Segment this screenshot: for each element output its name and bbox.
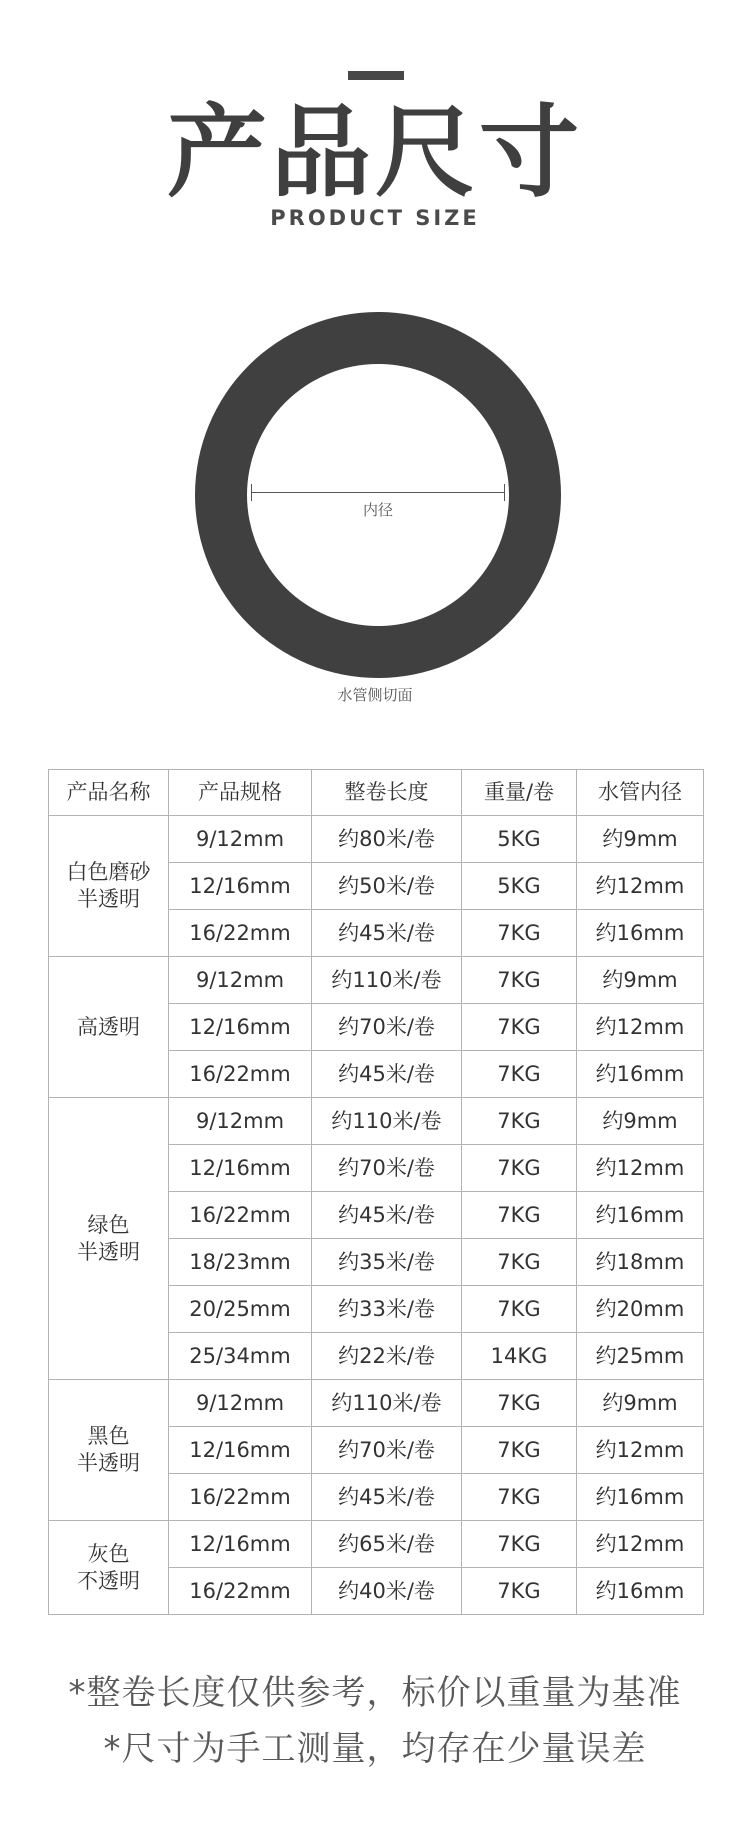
product-name-cell <box>49 957 169 1098</box>
header-inner-diameter: 水管内径 <box>577 770 704 816</box>
title-dash-decoration <box>348 71 404 80</box>
weight-cell: 7KG <box>462 1145 577 1192</box>
weight-cell: 7KG <box>462 1286 577 1333</box>
header-product-spec: 产品规格 <box>169 770 312 816</box>
product-name-line: 半透明 <box>77 1451 140 1475</box>
length-cell: 约110米/卷 <box>312 1098 462 1145</box>
spec-cell: 12/16mm <box>169 1004 312 1051</box>
length-cell: 约40米/卷 <box>312 1568 462 1615</box>
product-name-line: 灰色 <box>87 1541 130 1566</box>
table-body <box>49 816 704 1615</box>
product-name-cell <box>49 1098 169 1380</box>
weight-cell: 7KG <box>462 1474 577 1521</box>
table-row <box>49 1521 704 1568</box>
note-length-reference: *整卷长度仅供参考，标价以重量为基准 <box>68 1673 682 1713</box>
weight-cell: 7KG <box>462 1239 577 1286</box>
product-name-line: 半透明 <box>77 887 140 911</box>
inner-diameter-cell: 约16mm <box>577 1192 704 1239</box>
pipe-cross-section-diagram <box>195 312 561 678</box>
weight-cell: 5KG <box>462 863 577 910</box>
weight-cell: 7KG <box>462 1568 577 1615</box>
spec-cell: 16/22mm <box>169 1192 312 1239</box>
note-measurement-error: *尺寸为手工测量，均存在少量误差 <box>103 1729 647 1769</box>
page-title: 产品尺寸 <box>167 94 583 211</box>
spec-cell: 9/12mm <box>169 957 312 1004</box>
spec-cell: 18/23mm <box>169 1239 312 1286</box>
product-name-line: 不透明 <box>77 1568 140 1593</box>
inner-diameter-cell: 约9mm <box>577 1380 704 1427</box>
inner-diameter-cell: 约16mm <box>577 1051 704 1098</box>
product-name-line: 高透明 <box>77 1014 140 1039</box>
inner-diameter-cell: 约12mm <box>577 1521 704 1568</box>
product-name-line: 绿色 <box>87 1212 130 1237</box>
length-cell: 约45米/卷 <box>312 1192 462 1239</box>
weight-cell: 7KG <box>462 1192 577 1239</box>
pipe-bore <box>247 364 509 626</box>
length-cell: 约45米/卷 <box>312 1474 462 1521</box>
inner-diameter-cell: 约9mm <box>577 957 704 1004</box>
header-roll-length: 整卷长度 <box>312 770 462 816</box>
weight-cell: 7KG <box>462 910 577 957</box>
length-cell: 约110米/卷 <box>312 957 462 1004</box>
inner-diameter-cell: 约16mm <box>577 1474 704 1521</box>
spec-cell: 12/16mm <box>169 1521 312 1568</box>
inner-diameter-cell: 约16mm <box>577 1568 704 1615</box>
spec-cell: 9/12mm <box>169 1380 312 1427</box>
length-cell: 约65米/卷 <box>312 1521 462 1568</box>
table-row <box>49 1098 704 1145</box>
diagram-caption: 水管侧切面 <box>337 686 413 704</box>
weight-cell: 7KG <box>462 1098 577 1145</box>
length-cell: 约110米/卷 <box>312 1380 462 1427</box>
spec-cell: 16/22mm <box>169 1474 312 1521</box>
spec-cell: 16/22mm <box>169 1568 312 1615</box>
weight-cell: 5KG <box>462 816 577 863</box>
weight-cell: 7KG <box>462 1051 577 1098</box>
inner-diameter-cell: 约16mm <box>577 910 704 957</box>
header-product-name: 产品名称 <box>49 770 169 816</box>
inner-diameter-cell: 约18mm <box>577 1239 704 1286</box>
inner-diameter-cell: 约25mm <box>577 1333 704 1380</box>
spec-cell: 12/16mm <box>169 863 312 910</box>
product-name-line: 白色磨砂 <box>66 860 151 884</box>
product-name-line: 黑色 <box>87 1424 130 1448</box>
inner-diameter-label: 内径 <box>362 501 393 519</box>
table-row <box>49 957 704 1004</box>
length-cell: 约50米/卷 <box>312 863 462 910</box>
header-weight: 重量/卷 <box>462 770 577 816</box>
length-cell: 约70米/卷 <box>312 1004 462 1051</box>
spec-cell: 16/22mm <box>169 910 312 957</box>
inner-diameter-cell: 约12mm <box>577 1004 704 1051</box>
weight-cell: 7KG <box>462 1380 577 1427</box>
length-cell: 约70米/卷 <box>312 1145 462 1192</box>
length-cell: 约33米/卷 <box>312 1286 462 1333</box>
inner-diameter-dimension-line <box>251 492 505 493</box>
table-row <box>49 816 704 863</box>
table-row <box>49 1380 704 1427</box>
inner-diameter-cell: 约20mm <box>577 1286 704 1333</box>
length-cell: 约70米/卷 <box>312 1427 462 1474</box>
product-name-line: 半透明 <box>77 1239 140 1264</box>
weight-cell: 7KG <box>462 1521 577 1568</box>
spec-cell: 20/25mm <box>169 1286 312 1333</box>
weight-cell: 7KG <box>462 1004 577 1051</box>
spec-cell: 12/16mm <box>169 1145 312 1192</box>
length-cell: 约80米/卷 <box>312 816 462 863</box>
product-name-cell <box>49 1380 169 1521</box>
weight-cell: 7KG <box>462 957 577 1004</box>
product-spec-table <box>48 769 704 1615</box>
inner-diameter-cell: 约12mm <box>577 1427 704 1474</box>
length-cell: 约22米/卷 <box>312 1333 462 1380</box>
length-cell: 约35米/卷 <box>312 1239 462 1286</box>
spec-cell: 25/34mm <box>169 1333 312 1380</box>
length-cell: 约45米/卷 <box>312 1051 462 1098</box>
spec-cell: 9/12mm <box>169 1098 312 1145</box>
spec-cell: 12/16mm <box>169 1427 312 1474</box>
page-subtitle: PRODUCT SIZE <box>270 206 480 230</box>
inner-diameter-cell: 约12mm <box>577 863 704 910</box>
inner-diameter-cell: 约9mm <box>577 1098 704 1145</box>
weight-cell: 7KG <box>462 1427 577 1474</box>
table-header-row <box>49 770 704 816</box>
inner-diameter-cell: 约12mm <box>577 1145 704 1192</box>
weight-cell: 14KG <box>462 1333 577 1380</box>
spec-cell: 16/22mm <box>169 1051 312 1098</box>
spec-cell: 9/12mm <box>169 816 312 863</box>
product-name-cell <box>49 816 169 957</box>
length-cell: 约45米/卷 <box>312 910 462 957</box>
inner-diameter-cell: 约9mm <box>577 816 704 863</box>
product-name-cell <box>49 1521 169 1615</box>
